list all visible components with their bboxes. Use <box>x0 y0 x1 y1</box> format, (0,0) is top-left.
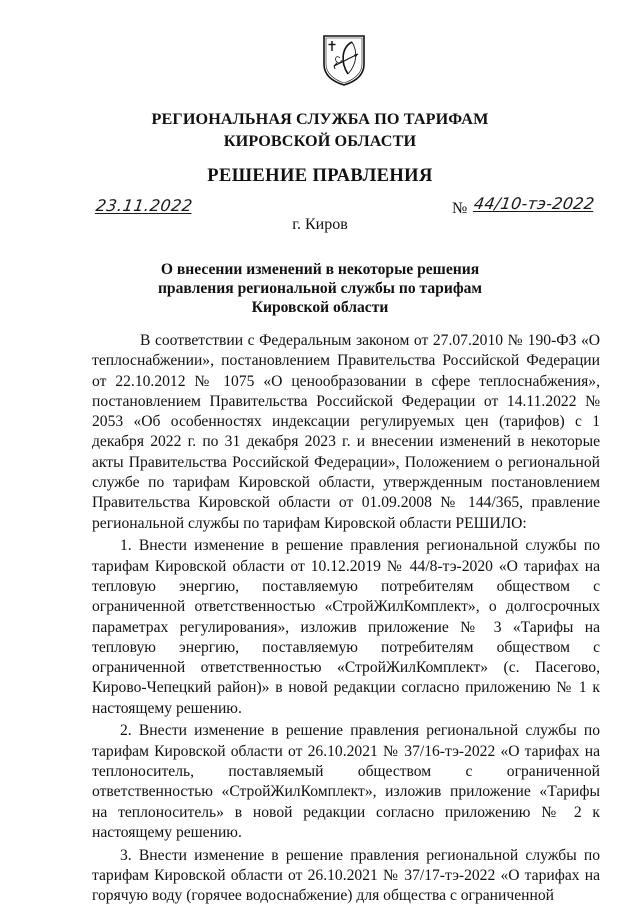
agency-name <box>0 108 640 152</box>
decision-date: 23.11.2022 <box>94 196 194 215</box>
decision-title: РЕШЕНИЕ ПРАВЛЕНИЯ <box>207 166 433 186</box>
subject-line2: правления региональной службы по тарифам <box>157 280 483 297</box>
agency-name-line1: РЕГИОНАЛЬНАЯ СЛУЖБА ПО ТАРИФАМ <box>151 110 489 128</box>
city: г. Киров <box>292 216 348 233</box>
decision-number: 44/10-тэ-2022 <box>472 194 596 213</box>
number-sign: № <box>452 200 468 217</box>
subject-line3: Кировской области <box>251 299 389 316</box>
item-1-paragraph: 1. Внести изменение в решение правления региональной службы по тарифам Кировской области от 10.12.2019 № 44/8-тэ-2020 «О тарифах на тепловую энергию, поставляемую потребителям обществом с ограниченной ответственностью «СтройЖилКомплект», о долгосрочных параметрах регулирования», изложив приложение № 3 «Тарифы на тепловую энергию, поставляемую потребителям обществом с ограниченной ответственностью «СтройЖилКомплект» (с. Пасегово, Кирово-Чепецкий район)» в новой редакции согласно приложению № 1 к настоящему решению. <box>92 537 600 717</box>
item-3-paragraph: 3. Внести изменение в решение правления региональной службы по тарифам Кировской области от 26.10.2021 № 37/17-тэ-2022 «О тарифах на горячую воду (горячее водоснабжение) для общества с ограниченной <box>92 846 600 905</box>
subject-line1: О внесении изменений в некоторые решения <box>160 261 480 278</box>
agency-name-line2: КИРОВСКОЙ ОБЛАСТИ <box>223 132 417 150</box>
preamble-paragraph: В соответствии с Федеральным законом от 27.07.2010 № 190-ФЗ «О теплоснабжении», постановлением Правительства Российской Федерации от 22.10.2012 № 1075 «О ценообразовании в сфере теплоснабжения», постановлением Правительства Российской Федерации от 14.11.2022 № 2053 «Об особенностях индексации регулируемых цен (тарифов) с 1 декабря 2022 г. по 31 декабря 2023 г. и внесении изменений в некоторые акты Правительства Российской Федерации», Положением о региональной службе по тарифам Кировской области, утвержденным постановлением Правительства Кировской области от 01.09.2008 № 144/365, правление региональной службы по тарифам Кировской области РЕШИЛО: <box>92 332 600 532</box>
coat-of-arms-icon <box>322 34 366 86</box>
item-2-paragraph: 2. Внести изменение в решение правления региональной службы по тарифам Кировской области от 26.10.2021 № 37/16-тэ-2022 «О тарифах на теплоноситель, поставляемый обществом с ограниченной ответственностью «СтройЖилКомплект», изложив приложение «Тарифы на теплоноситель» в новой редакции согласно приложению № 2 к настоящему решению. <box>92 722 600 841</box>
decision-body <box>92 331 600 909</box>
decision-subject <box>0 260 640 317</box>
